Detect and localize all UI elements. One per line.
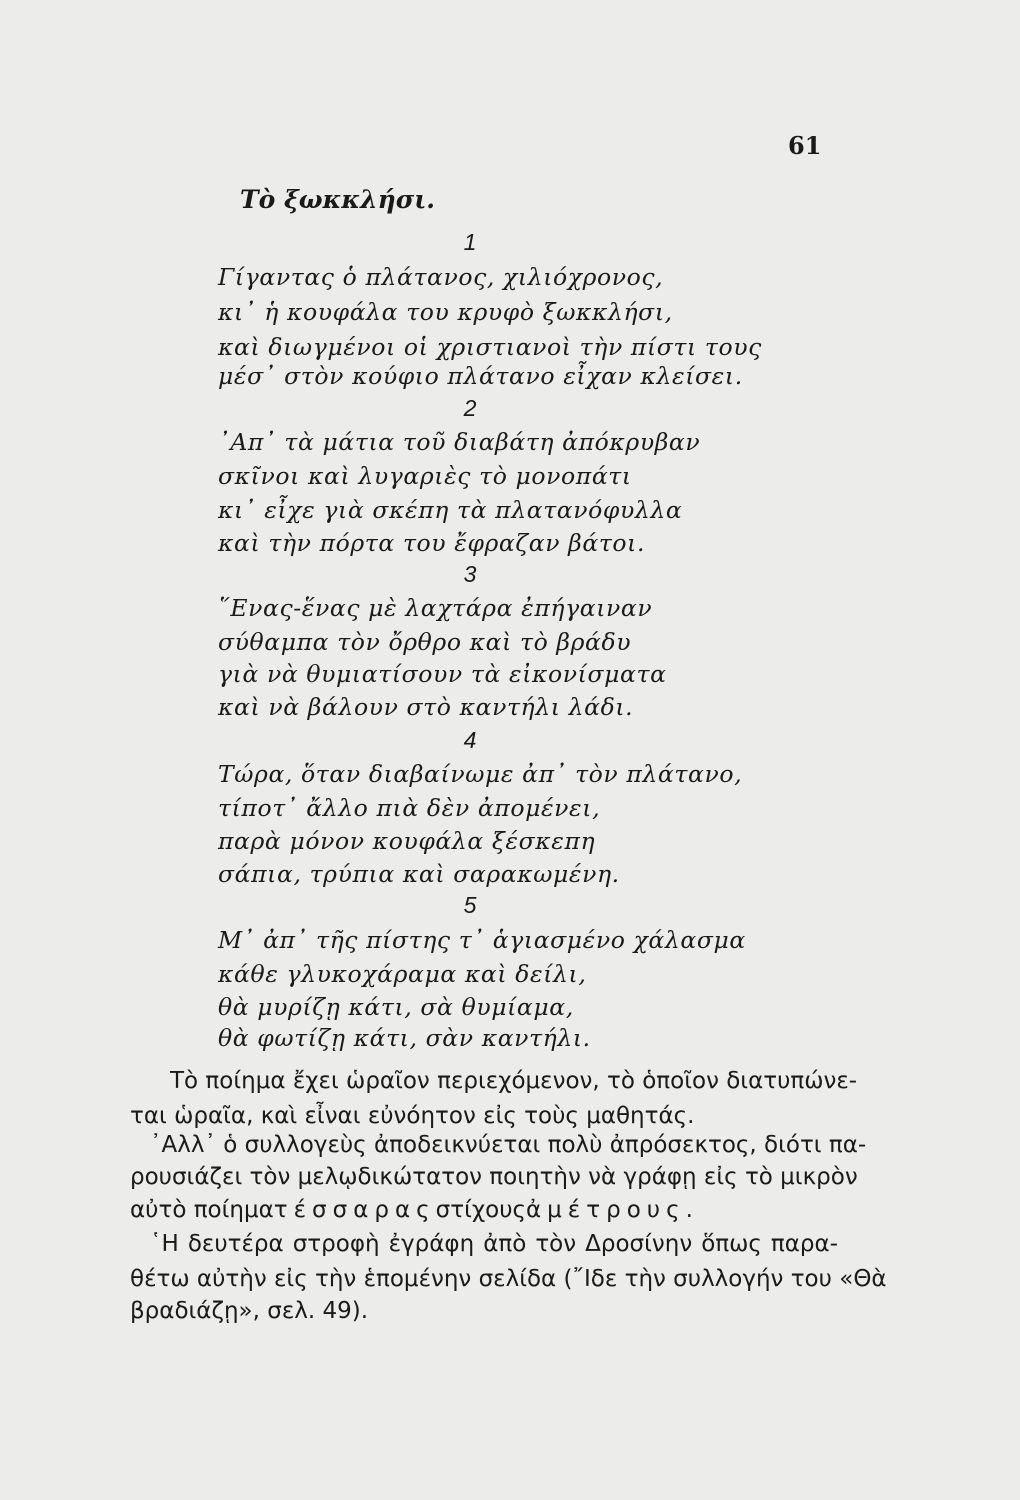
poem-line: Τώρα, ὅταν διαβαίνωμε ἀπ᾽ τὸν πλάτανο, [218,760,743,788]
poem-line: παρὰ μόνον κουφάλα ξέσκεπη [218,827,596,855]
poem-line: θὰ μυρίζῃ κάτι, σὰ θυμίαμα, [218,993,574,1021]
stanza-number: 1 [463,229,477,255]
poem-line: σκῖνοι καὶ λυγαριὲς τὸ μονοπάτι [218,462,632,490]
prose-line: θέτω αὐτὴν εἰς τὴν ἑπομένην σελίδα (῎Ιδε τὴν συλλογήν του «Θὰ [130,1266,887,1292]
prose-line [130,1197,838,1223]
poem-line: μέσ᾽ στὸν κούφιο πλάτανο εἶχαν κλείσει. [218,362,743,390]
stanza-number: 4 [463,727,477,753]
poem-line: κάθε γλυκοχάραμα καὶ δείλι, [218,960,587,988]
poem-line: ῞Ενας-ἕνας μὲ λαχτάρα ἐπήγαιναν [218,594,653,622]
poem-title: Τὸ ξωκκλήσι. [240,185,436,214]
prose-segment: αὐτὸ ποίημα [130,1197,274,1223]
poem-line: κι᾽ ἡ κουφάλα του κρυφὸ ξωκκλήσι, [218,298,673,326]
stanza-number: 2 [463,395,477,421]
prose-line: βραδιάζῃ», σελ. 49). [130,1298,369,1324]
emphasized-word: τέσσαρας [273,1197,436,1223]
poem-line: καὶ διωγμένοι οἱ χριστιανοὶ τὴν πίστι τους [218,333,762,361]
prose-line: Τὸ ποίημα ἔχει ὡραῖον περιεχόμενον, τὸ ὁποῖον διατυπώνε- [170,1068,858,1094]
stanza-number: 5 [463,892,477,918]
prose-line: ται ὡραῖα, καὶ εἶναι εὐνόητον εἰς τοὺς μαθητάς. [130,1103,695,1129]
poem-line: θὰ φωτίζῃ κάτι, σὰν καντήλι. [218,1024,591,1052]
poem-line: ᾽Απ᾽ τὰ μάτια τοῦ διαβάτη ἀπόκρυβαν [218,428,701,456]
stanza-number: 3 [463,561,477,587]
poem-line: κι᾽ εἶχε γιὰ σκέπη τὰ πλατανόφυλλα [218,496,683,524]
poem-line: Μ᾽ ἀπ᾽ τῆς πίστης τ᾽ ἁγιασμένο χάλασμα [218,926,746,954]
poem-line: σάπια, τρύπια καὶ σαρακωμένη. [218,860,620,888]
page-number: 61 [788,131,822,160]
prose-line: ρουσιάζει τὸν μελῳδικώτατον ποιητὴν νὰ γράφῃ εἰς τὸ μικρὸν [130,1164,858,1190]
prose-segment: στίχους [435,1197,527,1223]
prose-line: ᾽Αλλ᾽ ὁ συλλογεὺς ἀποδεικνύεται πολὺ ἀπρόσεκτος, διότι πα- [150,1132,867,1158]
poem-line: γιὰ νὰ θυμιατίσουν τὰ εἰκονίσματα [218,660,667,688]
poem-line: σύθαμπα τὸν ὄρθρο καὶ τὸ βράδυ [218,628,632,656]
prose-line: ῾Η δευτέρα στροφὴ ἐγράφη ἀπὸ τὸν Δροσίνην ὅπως παρα- [150,1231,838,1257]
poem-line: καὶ νὰ βάλουν στὸ καντήλι λάδι. [218,693,634,721]
emphasized-word: ἀμέτρους. [526,1197,699,1223]
poem-line: τίποτ᾽ ἄλλο πιὰ δὲν ἀπομένει, [218,794,601,822]
poem-line: καὶ τὴν πόρτα του ἔφραζαν βάτοι. [218,529,646,557]
poem-line: Γίγαντας ὁ πλάτανος, χιλιόχρονος, [218,263,664,291]
